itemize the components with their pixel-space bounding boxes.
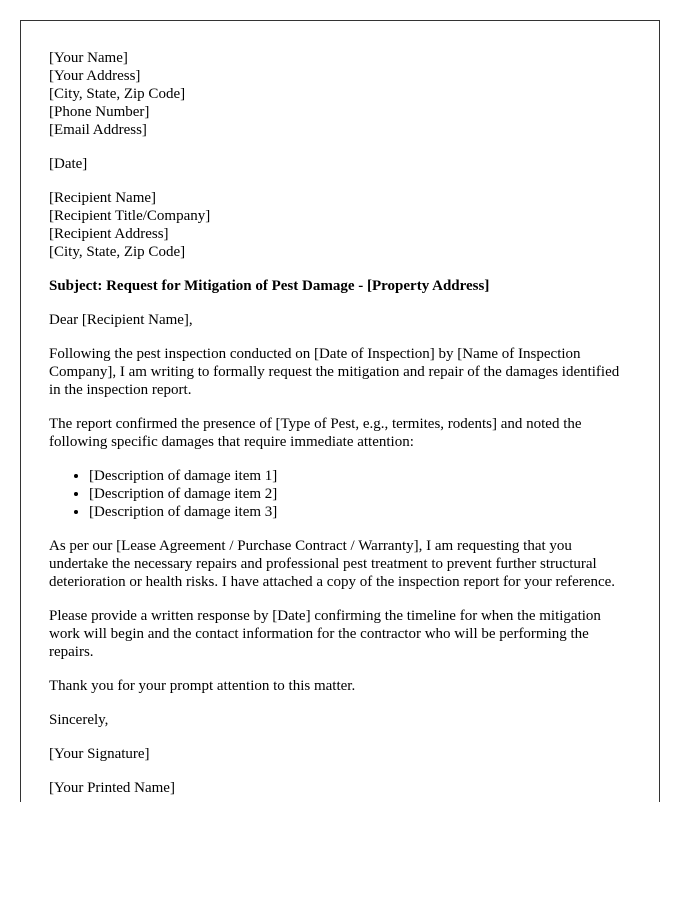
damage-item: • [Description of damage item 1] (89, 467, 629, 485)
sender-phone: [Phone Number] (49, 104, 150, 120)
letter-page (20, 20, 660, 802)
sender-address: [Your Address] (49, 68, 141, 84)
paragraph-inspection: Following the pest inspection conducted on [Date of Inspection] by [Name of Inspection Company], I am writing to formally request the mitigation and repair of the damages identified in the inspection report. (49, 346, 620, 398)
sender-city-state-zip: [City, State, Zip Code] (49, 86, 186, 102)
signature: [Your Signature] (49, 746, 150, 762)
printed-name: [Your Printed Name] (49, 780, 175, 796)
recipient-city-state-zip: [City, State, Zip Code] (49, 244, 186, 260)
sender-block (49, 49, 629, 139)
date-block (49, 155, 629, 173)
paragraph-request: As per our [Lease Agreement / Purchase Contract / Warranty], I am requesting that you undertake the necessary repairs and professional pest treatment to prevent further structural deterioration or health risks. I have attached a copy of the inspection report for your reference. (49, 538, 616, 590)
recipient-address: [Recipient Address] (49, 226, 169, 242)
recipient-name: [Recipient Name] (49, 190, 157, 206)
damage-item: • [Description of damage item 2] (89, 485, 629, 503)
paragraph-thanks: Thank you for your prompt attention to this matter. (49, 678, 356, 694)
damage-item: • [Description of damage item 3] (89, 503, 629, 521)
letter-body (49, 49, 629, 802)
salutation: Dear [Recipient Name], (49, 312, 193, 328)
paragraph-response: Please provide a written response by [Date] confirming the timeline for when the mitigation work will begin and the contact information for the contractor who will be performing the repairs. (49, 608, 601, 660)
subject-line: Subject: Request for Mitigation of Pest Damage - [Property Address] (49, 278, 490, 294)
recipient-title-company: [Recipient Title/Company] (49, 208, 211, 224)
sender-email: [Email Address] (49, 122, 147, 138)
letter-date: [Date] (49, 156, 88, 172)
paragraph-report: The report confirmed the presence of [Type of Pest, e.g., termites, rodents] and noted the following specific damages that require immediate attention: (49, 416, 582, 450)
damage-list (49, 467, 629, 521)
sender-name: [Your Name] (49, 50, 128, 66)
recipient-block (49, 189, 629, 261)
closing: Sincerely, (49, 712, 109, 728)
